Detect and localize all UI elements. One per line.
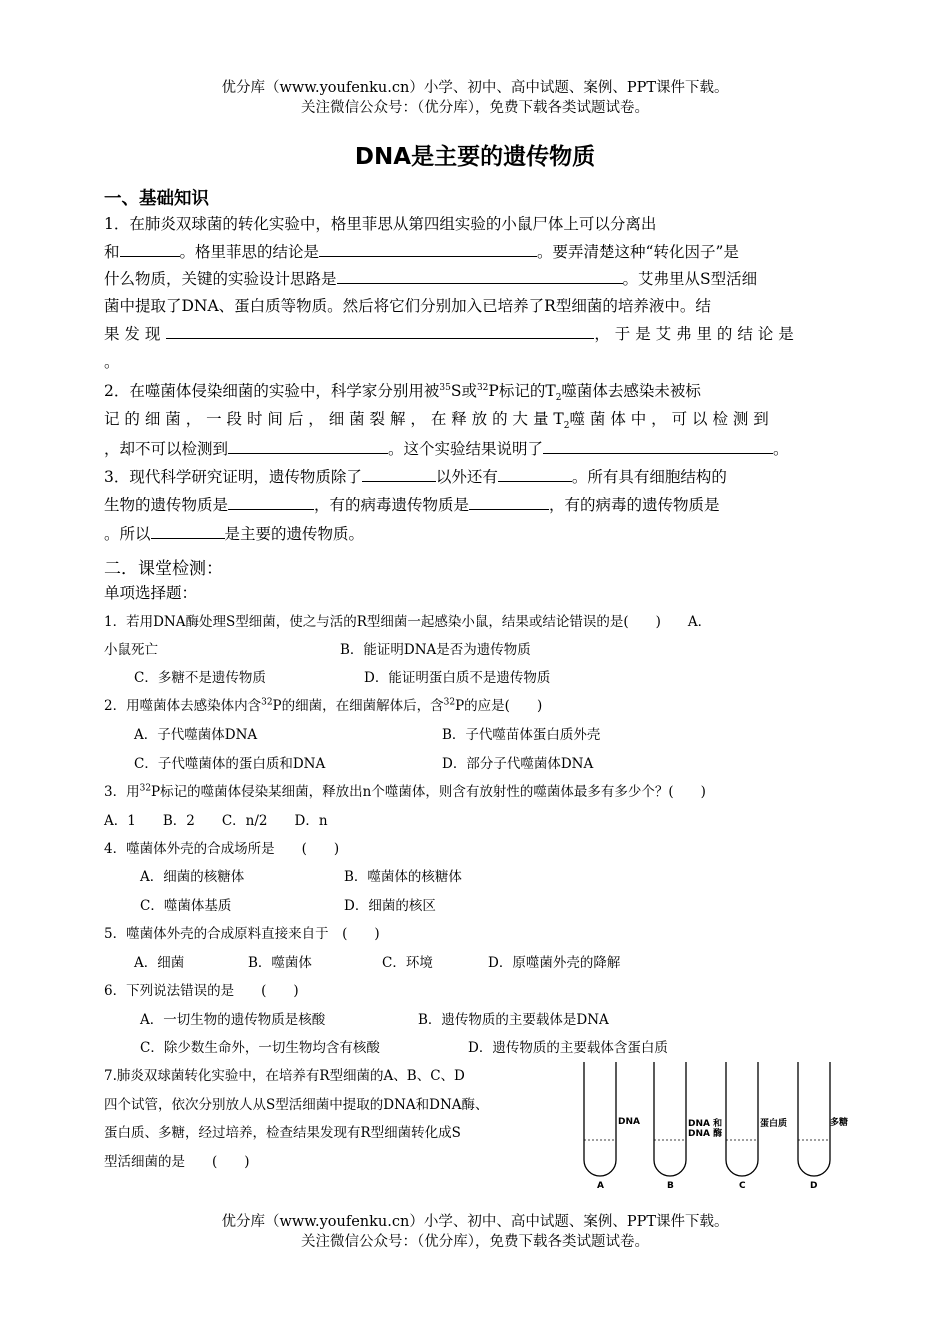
answer-blank[interactable] (498, 466, 572, 482)
mc7-line-4: 型活细菌的是 ( ) (104, 1154, 250, 1170)
mc7-line-3: 蛋白质、多糖，经过培养，检查结果发现有R型细菌转化成S (104, 1125, 461, 1141)
mc4-option-b: B．噬菌体的核糖体 (344, 869, 462, 885)
mc1-option-c: C．多糖不是遗传物质 (134, 670, 266, 686)
tube-b-content-1: DNA 和 (688, 1119, 723, 1129)
tube-c-label: C (739, 1181, 746, 1191)
mc5-option-d: D．原噬菌外壳的降解 (488, 955, 621, 971)
mc5-option-c: C．环境 (382, 955, 433, 971)
mc5-option-b: B．噬菌体 (248, 955, 312, 971)
mc1-option-b: B．能证明DNA是否为遗传物质 (340, 642, 531, 658)
tube-a-content: DNA (618, 1117, 640, 1127)
tube-d (798, 1062, 830, 1176)
answer-blank[interactable] (166, 323, 594, 339)
section-heading-check: 二．课堂检测： (104, 559, 223, 579)
mc6-option-d: D．遗传物质的主要载体含蛋白质 (468, 1040, 668, 1056)
q3-line-2: 生物的遗传物质是 ，有的病毒遗传物质是 ，有的病毒的遗传物质是 (104, 496, 720, 514)
tube-c-content: 蛋白质 (760, 1119, 788, 1129)
test-tube-figure (578, 1062, 850, 1196)
answer-blank[interactable] (228, 438, 388, 454)
q3-line-3: 。所以 是主要的遗传物质。 (104, 525, 365, 543)
q1-line-1: 1．在肺炎双球菌的转化实验中，格里菲思从第四组实验的小鼠尸体上可以分离出 (104, 215, 657, 233)
mc1-option-d: D．能证明蛋白质不是遗传物质 (364, 670, 551, 686)
tube-d-content: 多糖 (830, 1118, 849, 1128)
tube-b (654, 1062, 686, 1176)
tube-a-label: A (597, 1181, 604, 1191)
header-line-1: 优分库（www.youfenku.cn）小学、初中、高中试题、案例、PPT课件下载。 (221, 80, 729, 96)
answer-blank[interactable] (319, 241, 537, 257)
q1-line-5: 果 发 现 ， 于 是 艾 弗 里 的 结 论 是 (104, 325, 794, 343)
answer-blank[interactable] (469, 494, 549, 510)
q1-line-4: 菌中提取了DNA、蛋白质等物质。然后将它们分别加入已培养了R型细菌的培养液中。结 (104, 297, 711, 315)
q2-line-2: 记 的 细 菌 ， 一 段 时 间 后 ， 细 菌 裂 解 ， 在 释 放 的 大 量 $T_2$噬 菌 体 中 ， 可 以 检 测 到 (104, 410, 769, 432)
mc3-stem: 3．用$^{32}$P标记的噬菌体侵染某细菌，释放出n个噬菌体，则含有放射性的噬菌体最多有多少个？( ) (104, 783, 706, 800)
mc3-options: A．1 B．2 C．n/2 D．n (104, 813, 328, 829)
mc7-line-1: 7.肺炎双球菌转化实验中，在培养有R型细菌的A、B、C、D (104, 1068, 465, 1084)
answer-blank[interactable] (362, 466, 436, 482)
mc6-option-c: C．除少数生命外，一切生物均含有核酸 (140, 1040, 380, 1056)
tube-c (726, 1062, 758, 1176)
q2-line-3: ，却不可以检测到 。这个实验结果说明了 。 (104, 440, 789, 458)
tube-b-label: B (667, 1181, 674, 1191)
answer-blank[interactable] (543, 438, 773, 454)
q2-line-1: 2．在噬菌体侵染细菌的实验中，科学家分别用被$^{35}$S或$^{32}$P标记的$T_2$噬菌体去感染未被标 (104, 382, 701, 404)
mc2-stem: 2．用噬菌体去感染体内含$^{32}$P的细菌，在细菌解体后，含$^{32}$P的应是( ) (104, 697, 543, 714)
mc2-option-b: B．子代噬苗体蛋白质外壳 (442, 727, 601, 743)
mc4-stem: 4．噬菌体外壳的合成场所是 ( ) (104, 841, 340, 857)
q3-line-1: 3．现代科学研究证明，遗传物质除了 以外还有 。所有具有细胞结构的 (104, 468, 727, 486)
answer-blank[interactable] (151, 523, 225, 539)
mc5-option-a: A．细菌 (134, 955, 185, 971)
header-line-2: 关注微信公众号：（优分库），免费下载各类试题试卷。 (301, 100, 649, 116)
section-subheading: 单项选择题： (104, 584, 198, 602)
q1-line-3: 什么物质，关键的实验设计思路是 。艾弗里从S型活细 (104, 270, 758, 288)
q1-line-2: 和 。格里菲思的结论是 。要弄清楚这种“转化因子”是 (104, 243, 739, 261)
mc5-stem: 5．噬菌体外壳的合成原料直接来自于 ( ) (104, 926, 380, 942)
mc6-option-b: B．遗传物质的主要载体是DNA (418, 1012, 609, 1028)
q1-line-6: 。 (104, 353, 120, 371)
mc4-option-c: C．噬菌体基质 (140, 898, 232, 914)
mc6-option-a: A．一切生物的遗传物质是核酸 (140, 1012, 326, 1028)
answer-blank[interactable] (228, 494, 314, 510)
footer-line-1: 优分库（www.youfenku.cn）小学、初中、高中试题、案例、PPT课件下载。 (221, 1214, 729, 1230)
mc7-line-2: 四个试管，依次分别放人从S型活细菌中提取的DNA和DNA酶、 (104, 1097, 489, 1113)
page-title: DNA是主要的遗传物质 (354, 144, 596, 170)
answer-blank[interactable] (120, 241, 180, 257)
mc4-option-d: D．细菌的核区 (344, 898, 436, 914)
mc2-option-c: C．子代噬菌体的蛋白质和DNA (134, 756, 326, 772)
footer-line-2: 关注微信公众号：（优分库），免费下载各类试题试卷。 (301, 1234, 649, 1250)
mc1-stem: 1．若用DNA酶处理S型细菌，使之与活的R型细菌一起感染小鼠，结果或结论错误的是( ) A． (104, 614, 712, 630)
tube-b-content-2: DNA 酶 (688, 1129, 723, 1139)
section-heading-basic: 一、基础知识 (104, 189, 209, 209)
mc4-option-a: A．细菌的核糖体 (140, 869, 245, 885)
tube-d-label: D (810, 1181, 818, 1191)
tube-a (584, 1062, 616, 1176)
answer-blank[interactable] (337, 268, 623, 284)
mc2-option-a: A．子代噬菌体DNA (134, 727, 258, 743)
mc6-stem: 6．下列说法错误的是 ( ) (104, 983, 299, 999)
mc2-option-d: D．部分子代噬菌体DNA (442, 756, 594, 772)
mc1-option-a: 小鼠死亡 (104, 642, 158, 658)
